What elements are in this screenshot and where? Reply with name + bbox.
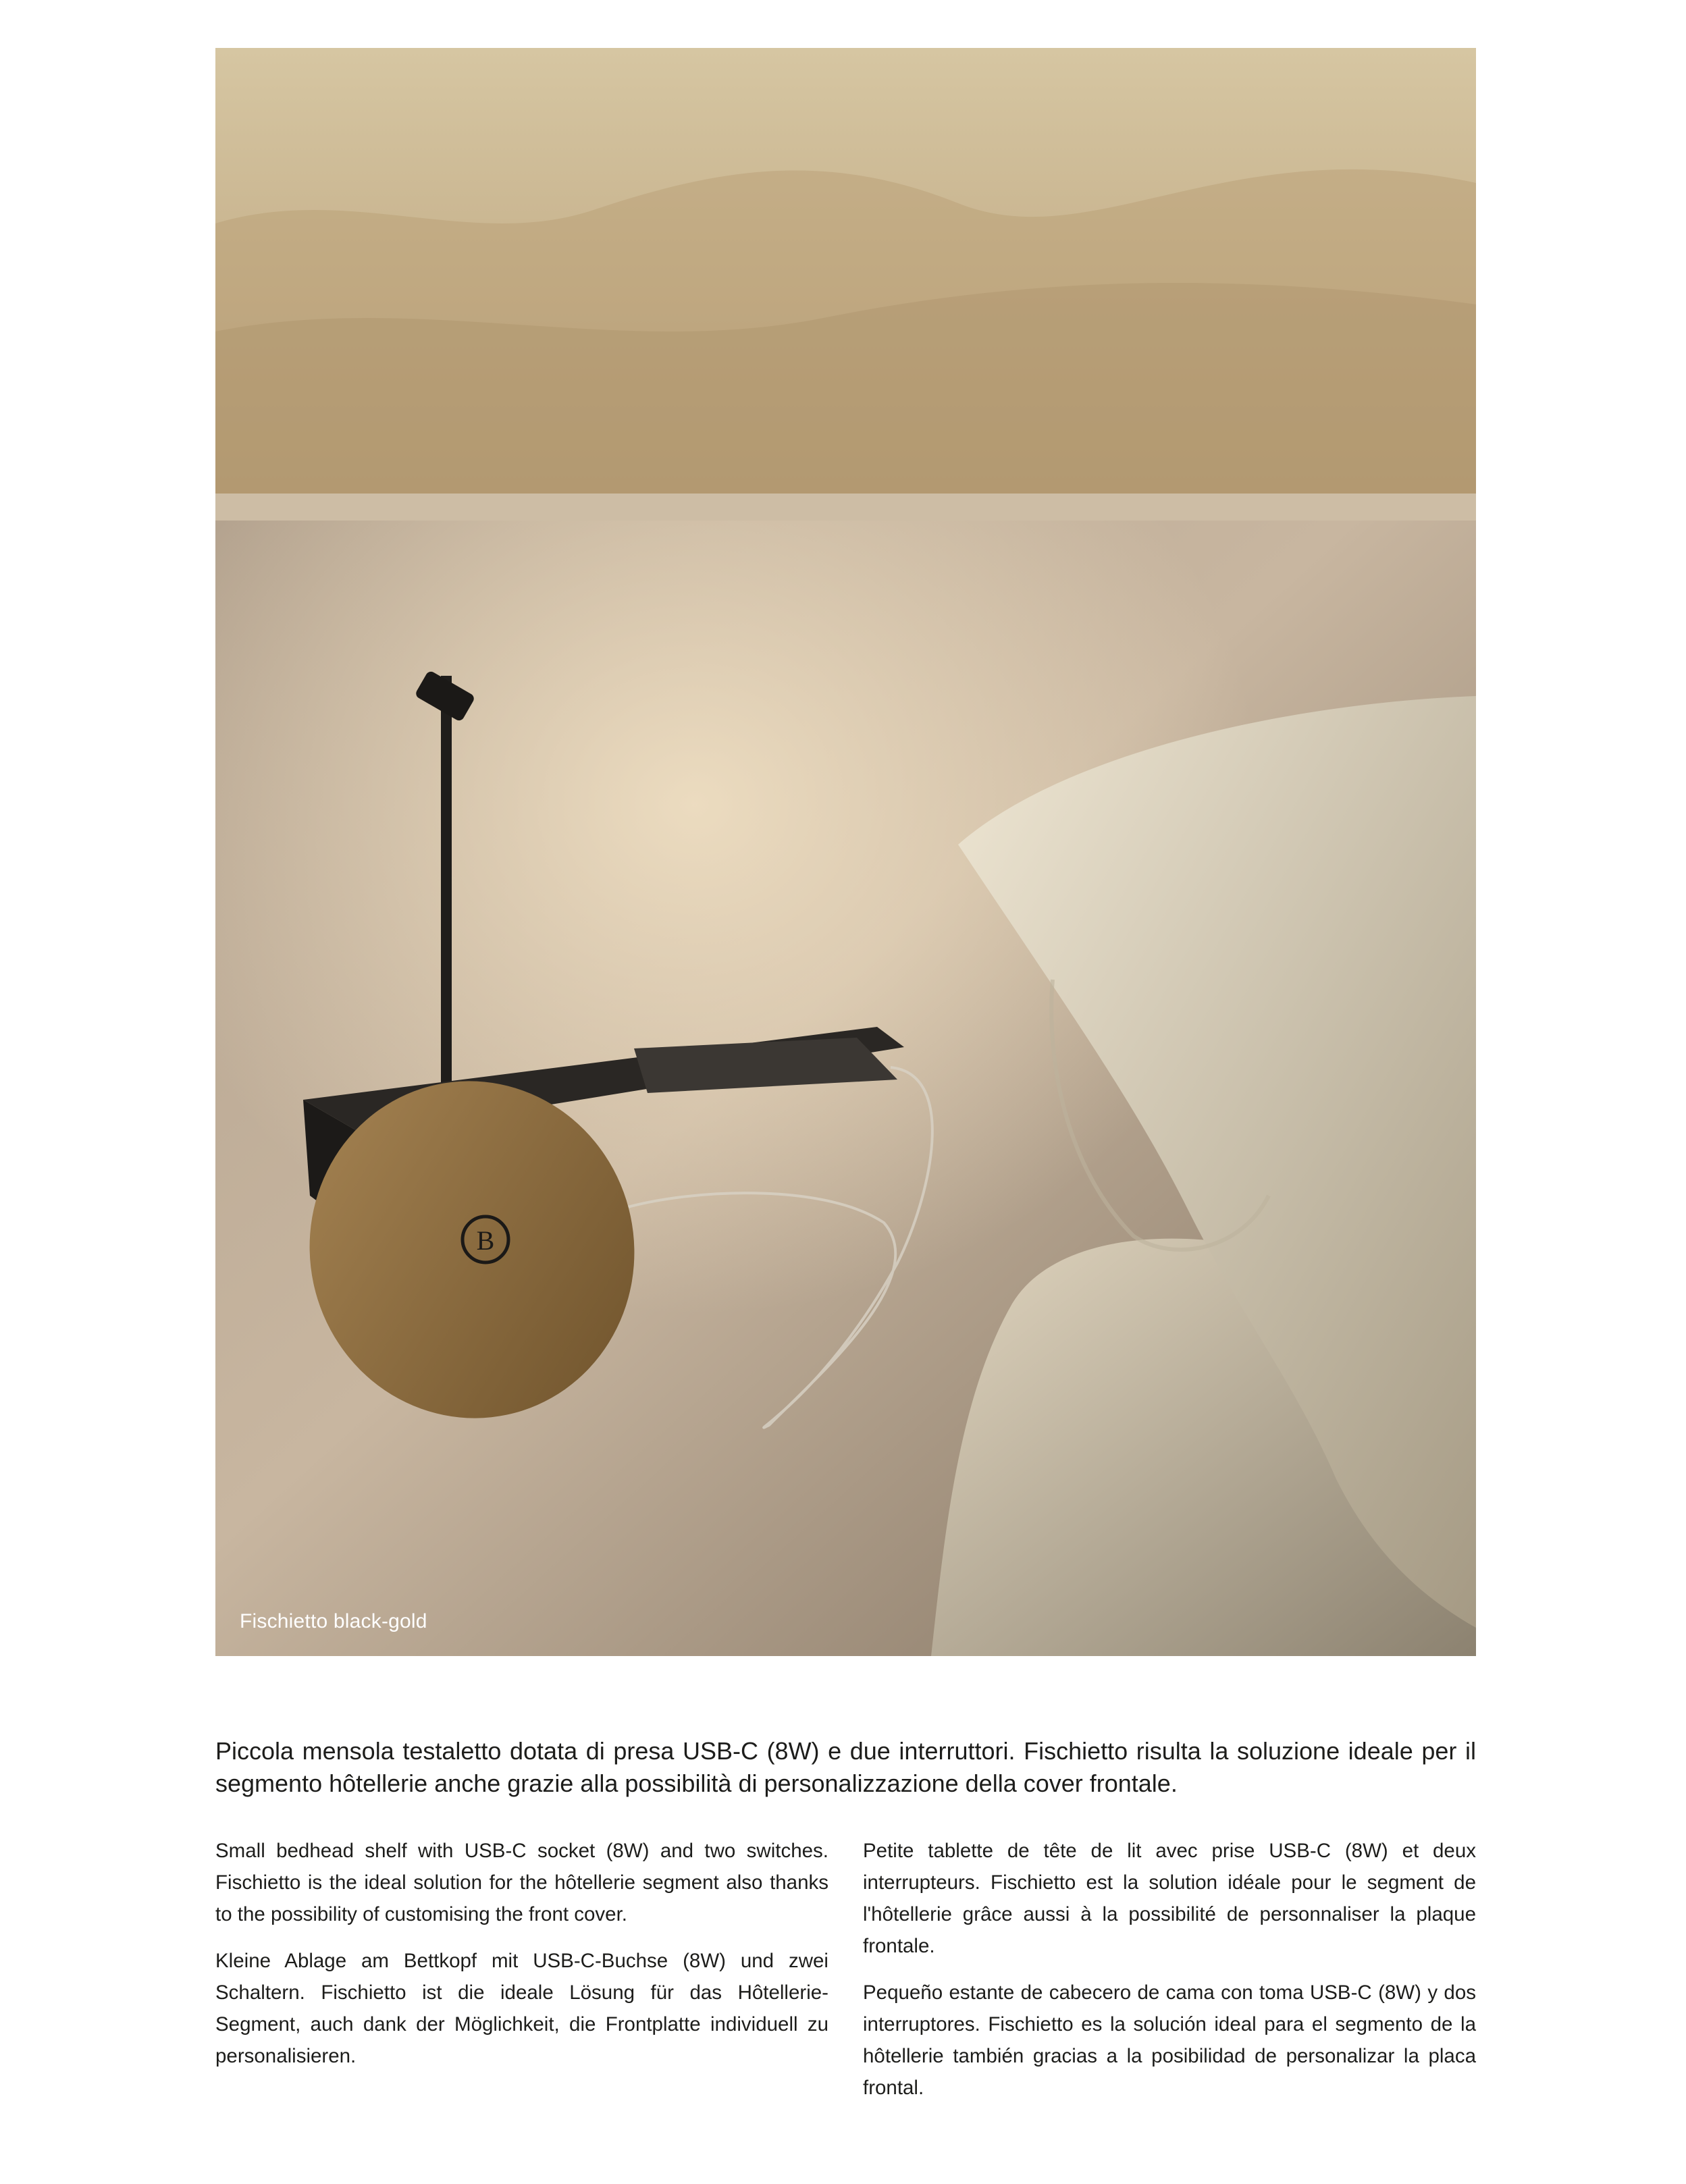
bedroom-scene-illustration [215, 48, 1476, 1656]
text-column-right [863, 1835, 1476, 2119]
svg-text:B: B [476, 1225, 495, 1256]
intro-paragraph-italian: Piccola mensola testaletto dotata di presa USB-C (8W) e due interruttori. Fischietto risulta la soluzione ideale per il segmento hôtellerie anche grazie alla possibilità di personalizzazione della cover frontale. [215, 1737, 1476, 1797]
product-photo [215, 48, 1476, 1656]
paragraph-spanish: Pequeño estante de cabecero de cama con toma USB-C (8W) y dos interruptores. Fischietto es la solución ideal para el segmento de la hôtellerie también gracias a la posibilidad de personalizar la placa frontal. [863, 1981, 1476, 2099]
paragraph-german: Kleine Ablage am Bettkopf mit USB-C-Buchse (8W) und zwei Schaltern. Fischietto ist die ideale Lösung für das Hôtellerie-Segment, auch dank der Möglichkeit, die Frontplatte individuell zu personalisieren. [215, 1950, 828, 2067]
text-column-left [215, 1835, 828, 2087]
photo-caption: Fischietto black-gold [240, 1610, 427, 1632]
paragraph-english: Small bedhead shelf with USB-C socket (8W) and two switches. Fischietto is the ideal solution for the hôtellerie segment also thanks to the possibility of customising the front cover. [215, 1840, 828, 1925]
paragraph-french: Petite tablette de tête de lit avec prise USB-C (8W) et deux interrupteurs. Fischietto est la solution idéale pour le segment de l'hôtellerie grâce aussi à la possibilité de personnaliser la plaque frontale. [863, 1840, 1476, 1957]
